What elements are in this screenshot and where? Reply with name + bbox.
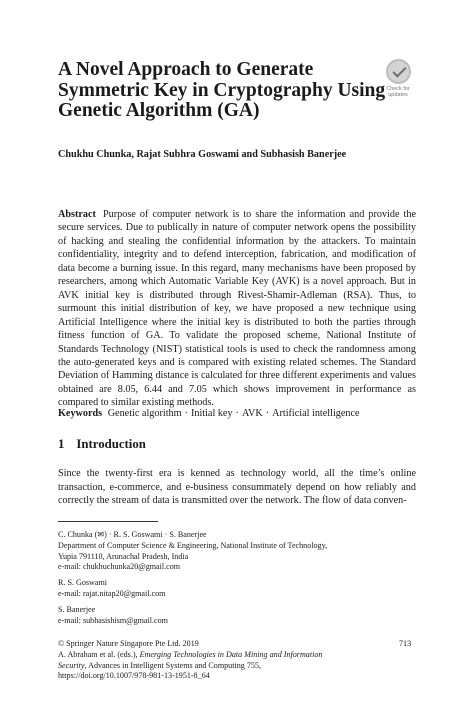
section-number: 1 [58,437,65,451]
abstract-label: Abstract [58,209,96,220]
footnote-email[interactable]: e-mail: rajat.nitap20@gmail.com [58,588,166,598]
title-line: Symmetric Key in Cryptography Using [58,79,386,101]
copyright-block [58,639,358,682]
check-for-updates-icon [386,59,411,84]
abstract [58,208,416,410]
keyword-separator: · [235,408,239,419]
footnote-divider [58,521,158,522]
footnote-department: Department of Computer Science & Engineering, National Institute of Technology, [58,540,328,550]
paper-title [58,59,386,122]
keyword-item: Genetic algorithm [107,408,182,419]
keyword-separator: · [265,408,270,419]
footnote-email[interactable]: e-mail: subhasishism@gmail.com [58,615,168,625]
footnote-author-name: R. S. Goswami [58,578,108,587]
citation-editors: A. Abraham et al. (eds.), [58,649,140,659]
keywords [58,408,416,419]
keywords-label: Keywords [58,408,103,419]
badge-text-line: Check for [386,86,410,92]
citation-line [58,650,358,661]
title-line: Genetic Algorithm (GA) [58,100,260,121]
footnote-address: Yupia 791110, Arunachal Pradesh, India [58,551,189,561]
introduction-paragraph: Since the twenty-first era is kenned as technology world, all the time’s online transaction, e-commerce, and e-business consummately depend on how reliably and correctly the stream of data is transmitted over the network. The flow of data conven- [58,468,416,506]
book-title-continued: Security [58,660,85,670]
footnote-authors: C. Chunka (✉) · R. S. Goswami · S. Banerjee [58,530,207,539]
copyright-line: © Springer Nature Singapore Pte Ltd. 2019 [58,639,199,648]
title-line: A Novel Approach to Generate [58,59,314,80]
keyword-separator: · [184,408,188,419]
footnote-affiliation [58,530,418,573]
section-heading [58,437,146,452]
footnote-author-name: S. Banerjee [58,605,96,614]
keyword-item: Initial key [190,408,233,419]
badge-text-line: updates [388,92,408,98]
section-title: Introduction [76,437,146,451]
citation-line [58,661,358,672]
footnote-banerjee [58,605,418,627]
abstract-text: Purpose of computer network is to share the information and provide the secure services. Due to publically in nature of computer network opens the possibility of hacking and stealing the confidential information by the attackers. To maintain confidentiality, integrity and to defend interception, fabrication, and modification of data become a burning issue. In this regard, many mechanisms have been proposed by researchers, among which Automatic Variable Key (AVK) is a novel approach. But in AVK initial key is distributed through Rivest-Shamir-Adleman (RSA). Thus, to surmount this initial distribution of key, we have proposed a new technique using Artificial Intelligence where the initial key is distributed to both the parties through fitness function of GA. To validate the proposed scheme, National Institute of Standards Technology (NIST) statistical tools is used to check the randomness among the auto-generated keys and is compared with existing related schemes. The Standard Deviation of Hamming distance is calculated for three different experiments and values obtained are 8.05, 6.44 and 7.05 which shows improvement in performance as compared to similar existing methods. [58,209,416,409]
keyword-item: AVK [241,408,263,419]
book-title: Emerging Technologies in Data Mining and Information [139,649,323,659]
series-info: , Advances in Intelligent Systems and Computing 755, [84,660,262,670]
check-for-updates-badge[interactable] [381,59,415,103]
footnote-email[interactable]: e-mail: chukhuchunka20@gmail.com [58,562,181,572]
doi-link[interactable]: https://doi.org/10.1007/978-981-13-1951-8_64 [58,671,210,681]
footnote-goswami [58,578,418,600]
author-list: Chukhu Chunka, Rajat Subhra Goswami and Subhasish Banerjee [58,149,347,160]
page-number: 713 [399,639,412,648]
keyword-item: Artificial intelligence [272,408,360,419]
